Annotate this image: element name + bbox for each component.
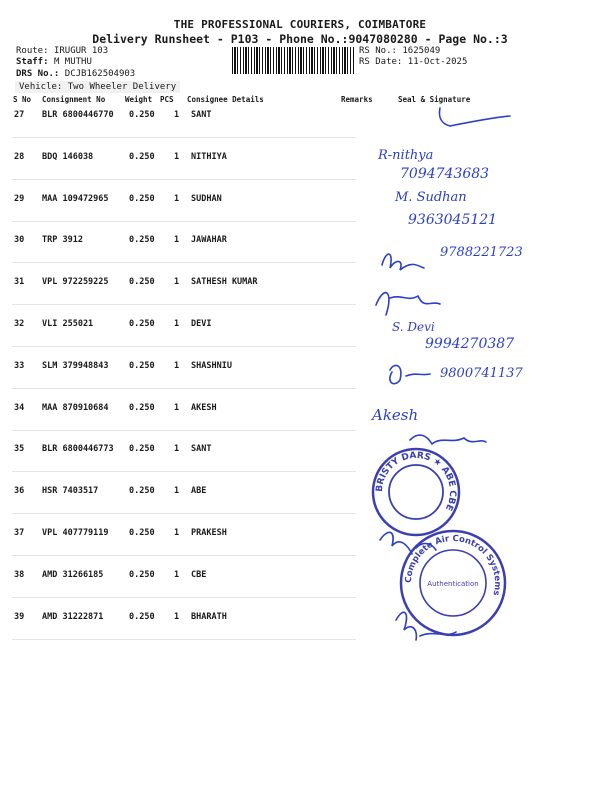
col-seal: Seal & Signature — [398, 95, 471, 104]
row-divider — [12, 137, 356, 138]
route-label: Route: — [16, 46, 49, 56]
cell-consignee: BHARATH — [191, 611, 227, 622]
cell-consignee: CBE — [191, 569, 207, 580]
signature-row31 — [376, 293, 440, 315]
rs-no-label: RS No.: — [359, 46, 397, 56]
signature-row30 — [382, 254, 424, 270]
cell-consignee: SUDHAN — [191, 193, 222, 204]
cell-weight: 0.250 — [129, 360, 155, 371]
cell-consignment: MAA 870910684 — [42, 402, 109, 413]
handwriting-r32a: S. Devi — [392, 320, 435, 334]
handwriting-r32b: 9994270387 — [425, 336, 515, 352]
cell-weight: 0.250 — [129, 569, 155, 580]
cell-pcs: 1 — [174, 193, 180, 204]
cell-consignee: SATHESH KUMAR — [191, 277, 258, 288]
cell-consignee: JAWAHAR — [191, 235, 227, 246]
cell-weight: 0.250 — [129, 235, 155, 246]
cell-sno: 39 — [14, 611, 25, 622]
row-divider — [12, 639, 356, 640]
col-remarks: Remarks — [341, 95, 373, 104]
row-divider — [12, 471, 356, 472]
cell-sno: 36 — [14, 486, 25, 497]
rs-no-value: 1625049 — [402, 46, 441, 56]
cell-weight: 0.250 — [129, 277, 155, 288]
stamp-bristy-dars — [370, 446, 462, 538]
drs-line — [16, 69, 135, 79]
cell-pcs: 1 — [174, 486, 180, 497]
col-consignee: Consignee Details — [187, 95, 264, 104]
cell-consignment: BLR 6800446773 — [42, 444, 114, 455]
cell-consignee: SANT — [191, 444, 212, 455]
route-value: IRUGUR 103 — [53, 46, 109, 56]
cell-consignment: AMD 31222871 — [42, 611, 104, 622]
cell-consignment: BLR 6800446770 — [42, 110, 114, 120]
signature-row34 — [410, 435, 486, 444]
cell-sno: 38 — [14, 569, 25, 580]
cell-consignee: NITHIYA — [191, 151, 227, 162]
row-divider — [12, 513, 356, 514]
handwriting-r28b: 7094743683 — [400, 166, 490, 182]
cell-consignment: TRP 3912 — [42, 235, 83, 246]
cell-pcs: 1 — [174, 151, 180, 162]
cell-consignment: MAA 109472965 — [42, 193, 109, 204]
rs-date-label: RS Date: — [359, 57, 403, 67]
signature-row27 — [439, 108, 510, 126]
cell-consignment: VPL 407779119 — [42, 528, 109, 538]
cell-weight: 0.250 — [129, 444, 155, 455]
row-divider — [12, 597, 356, 598]
staff-value: M MUTHU — [53, 57, 92, 67]
cell-sno: 34 — [14, 402, 25, 413]
cell-consignment: BDQ 146038 — [42, 151, 94, 162]
drs-label: DRS No.: — [16, 69, 60, 79]
cell-sno: 30 — [14, 235, 25, 246]
cell-consignee: AKESH — [191, 402, 217, 413]
cell-pcs: 1 — [174, 569, 180, 580]
cell-sno: 27 — [14, 110, 25, 120]
stamp1-text: BRISTY DARS ★ ABE CBE — [374, 450, 458, 513]
col-weight: Weight — [125, 95, 153, 104]
cell-pcs: 1 — [174, 319, 180, 329]
cell-weight: 0.250 — [129, 486, 155, 497]
cell-weight: 0.250 — [129, 110, 155, 120]
route-line — [16, 46, 108, 56]
row-divider — [12, 179, 356, 180]
cell-consignee: PRAKESH — [191, 528, 227, 538]
handwriting-r29a: M. Sudhan — [395, 190, 467, 205]
cell-consignee: ABE — [191, 486, 207, 497]
row-divider — [12, 346, 356, 347]
cell-sno: 28 — [14, 151, 25, 162]
signature-row33 — [390, 365, 430, 383]
cell-pcs: 1 — [174, 110, 180, 120]
stamp-air-control — [398, 528, 508, 638]
row-divider — [12, 555, 356, 556]
cell-consignment: AMD 31266185 — [42, 569, 104, 580]
cell-sno: 37 — [14, 528, 25, 538]
col-consignment: Consignment No — [42, 95, 106, 104]
barcode — [232, 47, 355, 74]
row-divider — [12, 262, 356, 263]
row-divider — [12, 430, 356, 431]
row-divider — [12, 304, 356, 305]
cell-weight: 0.250 — [129, 611, 155, 622]
handwriting-r33: 9800741137 — [440, 366, 523, 381]
cell-consignee: SANT — [191, 110, 212, 120]
cell-sno: 32 — [14, 319, 25, 329]
stamp2-text: Complete Air Control Systems — [403, 533, 503, 597]
handwriting-r34: Akesh — [372, 406, 419, 424]
cell-weight: 0.250 — [129, 319, 155, 329]
cell-consignment: SLM 379948843 — [42, 360, 109, 371]
vehicle-line: Vehicle: Two Wheeler Delivery — [15, 81, 180, 93]
cell-pcs: 1 — [174, 235, 180, 246]
col-sno: S No — [13, 95, 32, 104]
cell-weight: 0.250 — [129, 151, 155, 162]
staff-line — [16, 57, 92, 67]
cell-consignment: VLI 255021 — [42, 319, 94, 329]
rs-date-line — [359, 57, 467, 67]
row-divider — [12, 388, 356, 389]
cell-consignment: HSR 7403517 — [42, 486, 99, 497]
cell-pcs: 1 — [174, 528, 180, 538]
handwriting-r30: 9788221723 — [440, 245, 523, 260]
cell-pcs: 1 — [174, 611, 180, 622]
cell-sno: 29 — [14, 193, 25, 204]
cell-weight: 0.250 — [129, 193, 155, 204]
cell-weight: 0.250 — [129, 528, 155, 538]
runsheet-title: Delivery Runsheet - P103 - Phone No.:9047080280 - Page No.:3 — [92, 32, 508, 46]
row-divider — [12, 221, 356, 222]
cell-pcs: 1 — [174, 444, 180, 455]
cell-sno: 35 — [14, 444, 25, 455]
staff-label: Staff: — [16, 57, 49, 67]
cell-consignee: DEVI — [191, 319, 212, 329]
drs-value: DCJB162504903 — [64, 69, 136, 79]
cell-consignee: SHASHNIU — [191, 360, 232, 371]
cell-pcs: 1 — [174, 277, 180, 288]
cell-consignment: VPL 972259225 — [42, 277, 109, 288]
cell-sno: 31 — [14, 277, 25, 288]
cell-pcs: 1 — [174, 402, 180, 413]
handwriting-r28a: R-nithya — [378, 148, 434, 163]
cell-pcs: 1 — [174, 360, 180, 371]
cell-weight: 0.250 — [129, 402, 155, 413]
rs-no-line — [359, 46, 440, 56]
cell-sno: 33 — [14, 360, 25, 371]
rs-date-value: 11-Oct-2025 — [407, 57, 468, 67]
col-pcs: PCS — [160, 95, 174, 104]
company-title: THE PROFESSIONAL COURIERS, COIMBATORE — [173, 18, 427, 31]
stamp2-center: Authentication — [427, 580, 479, 588]
handwriting-r29b: 9363045121 — [408, 212, 498, 228]
